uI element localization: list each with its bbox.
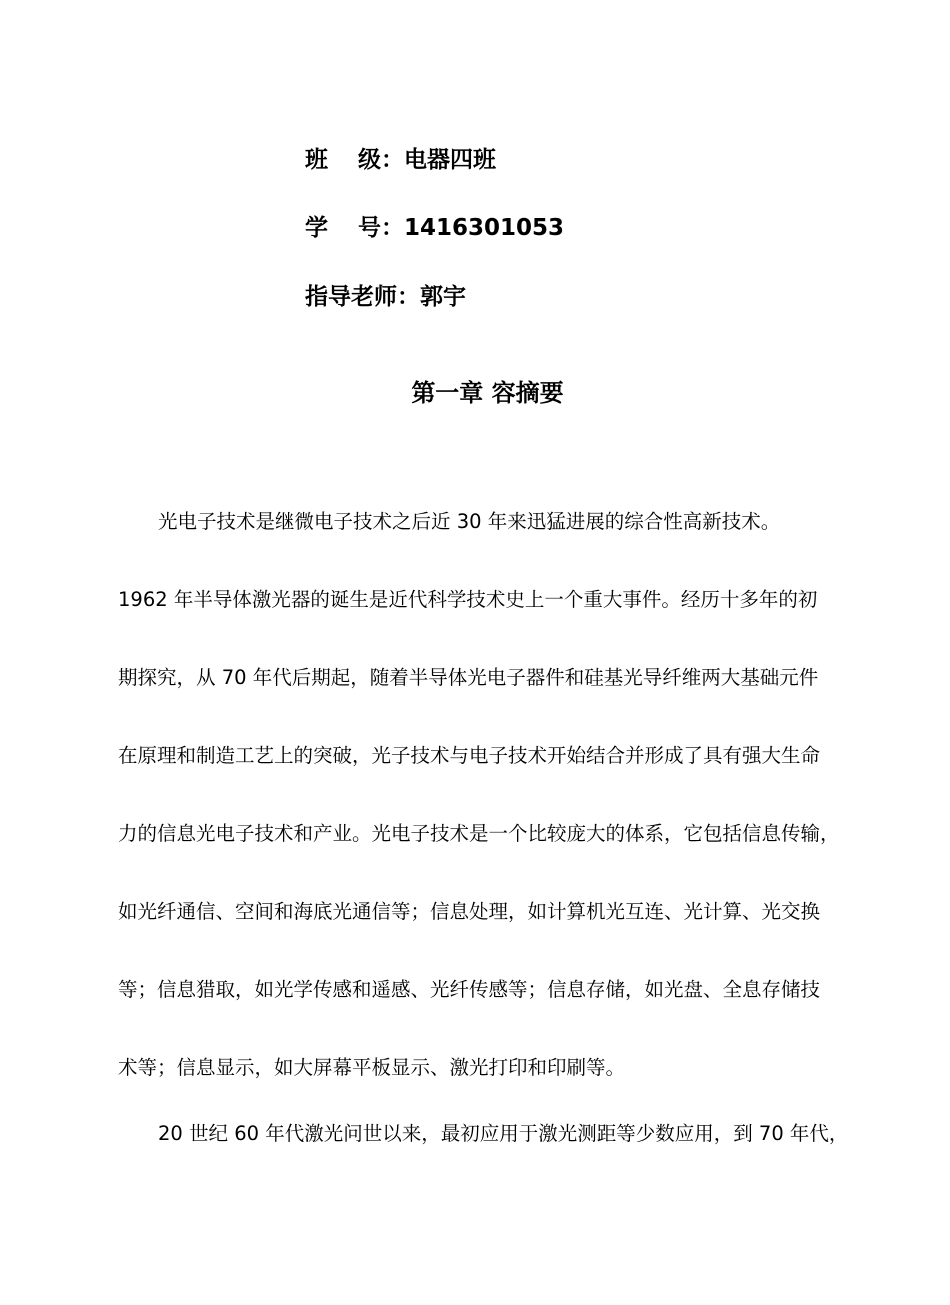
paragraph-1-line-4: 在原理和制造工艺上的突破，光子技术与电子技术开始结合并形成了具有强大生命: [118, 744, 821, 767]
student-id-value: 1416301053: [404, 215, 565, 241]
paragraph-1-line-8: 术等；信息显示，如大屏幕平板显示、激光打印和印刷等。: [118, 1056, 626, 1079]
paragraph-1-line-2: 1962 年半导体激光器的诞生是近代科学技术史上一个重大事件。经历十多年的初: [118, 588, 818, 611]
class-info-line: [305, 145, 496, 175]
paragraph-1-line-5: 力的信息光电子技术和产业。光电子技术是一个比较庞大的体系，它包括信息传输，: [118, 822, 840, 845]
paragraph-1-line-7: 等；信息猎取，如光学传感和遥感、光纤传感等；信息存储，如光盘、全息存储技: [118, 978, 821, 1001]
paragraph-1-line-6: 如光纤通信、空间和海底光通信等；信息处理，如计算机光互连、光计算、光交换: [118, 900, 821, 923]
student-id-label-first-char: 学: [305, 215, 328, 241]
chapter-title: 第一章 容摘要: [411, 379, 564, 407]
student-id-info-line: [305, 213, 564, 243]
advisor-value: 郭宇: [420, 284, 466, 310]
class-value: 电器四班: [404, 147, 496, 173]
student-id-label-second-char: 号：: [358, 215, 404, 241]
paragraph-1-line-1: 光电子技术是继微电子技术之后近 30 年来迅猛进展的综合性高新技术。: [158, 510, 781, 533]
advisor-info-line: [305, 282, 466, 312]
class-label-second-char: 级：: [358, 147, 404, 173]
paragraph-2-line-1: 20 世纪 60 年代激光问世以来，最初应用于激光测距等少数应用，到 70 年代，: [158, 1122, 849, 1145]
class-label-first-char: 班: [305, 147, 328, 173]
paragraph-1-line-3: 期探究，从 70 年代后期起，随着半导体光电子器件和硅基光导纤维两大基础元件: [118, 666, 819, 689]
advisor-label: 指导老师：: [305, 284, 420, 310]
